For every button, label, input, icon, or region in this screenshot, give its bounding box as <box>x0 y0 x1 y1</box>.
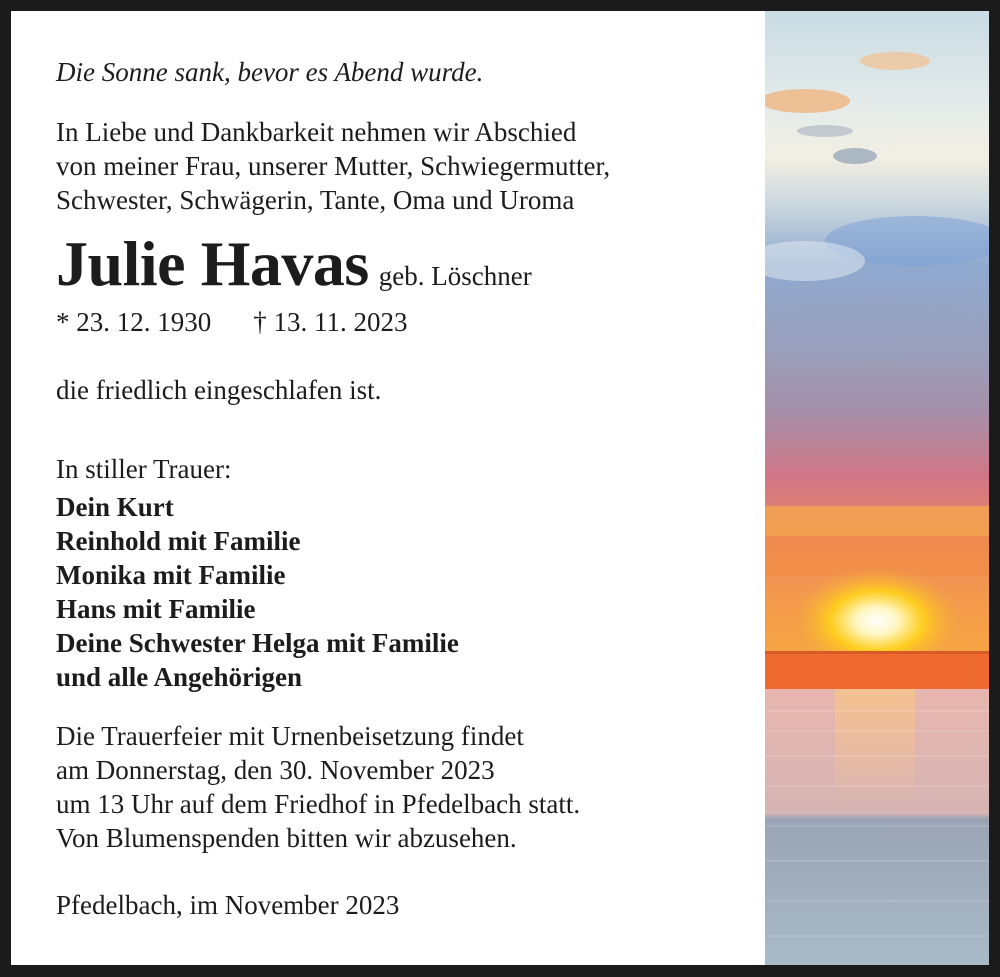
service-line: Die Trauerfeier mit Urnenbeisetzung findet <box>56 721 524 751</box>
mourner: Deine Schwester Helga mit Familie <box>56 628 459 658</box>
passing-text: die friedlich eingeschlafen ist. <box>56 375 382 405</box>
mourner: Monika mit Familie <box>56 560 286 590</box>
deceased-name: Julie Havas <box>56 228 369 299</box>
intro-line: Schwester, Schwägerin, Tante, Oma und Uroma <box>56 185 575 215</box>
closing-line: Pfedelbach, im November 2023 <box>56 890 400 920</box>
service-line: um 13 Uhr auf dem Friedhof in Pfedelbach statt. <box>56 789 581 819</box>
motto: Die Sonne sank, bevor es Abend wurde. <box>56 57 484 87</box>
mourner: und alle Angehörigen <box>56 662 303 692</box>
obituary-card <box>11 11 989 965</box>
mourners-heading: In stiller Trauer: <box>56 454 232 484</box>
sunset-sea-image <box>765 11 989 965</box>
intro-line: In Liebe und Dankbarkeit nehmen wir Abschied <box>56 117 577 147</box>
service-line: am Donnerstag, den 30. November 2023 <box>56 755 495 785</box>
intro-line: von meiner Frau, unserer Mutter, Schwiegermutter, <box>56 151 611 181</box>
birth-date: * 23. 12. 1930 <box>56 307 212 337</box>
life-dates <box>56 305 408 339</box>
mourner: Hans mit Familie <box>56 594 256 624</box>
mourner: Reinhold mit Familie <box>56 526 301 556</box>
deceased-name-row <box>56 229 532 311</box>
mourner: Dein Kurt <box>56 492 174 522</box>
service-line: Von Blumenspenden bitten wir abzusehen. <box>56 823 517 853</box>
maiden-name: geb. Löschner <box>378 261 532 291</box>
death-date: † 13. 11. 2023 <box>253 307 408 337</box>
